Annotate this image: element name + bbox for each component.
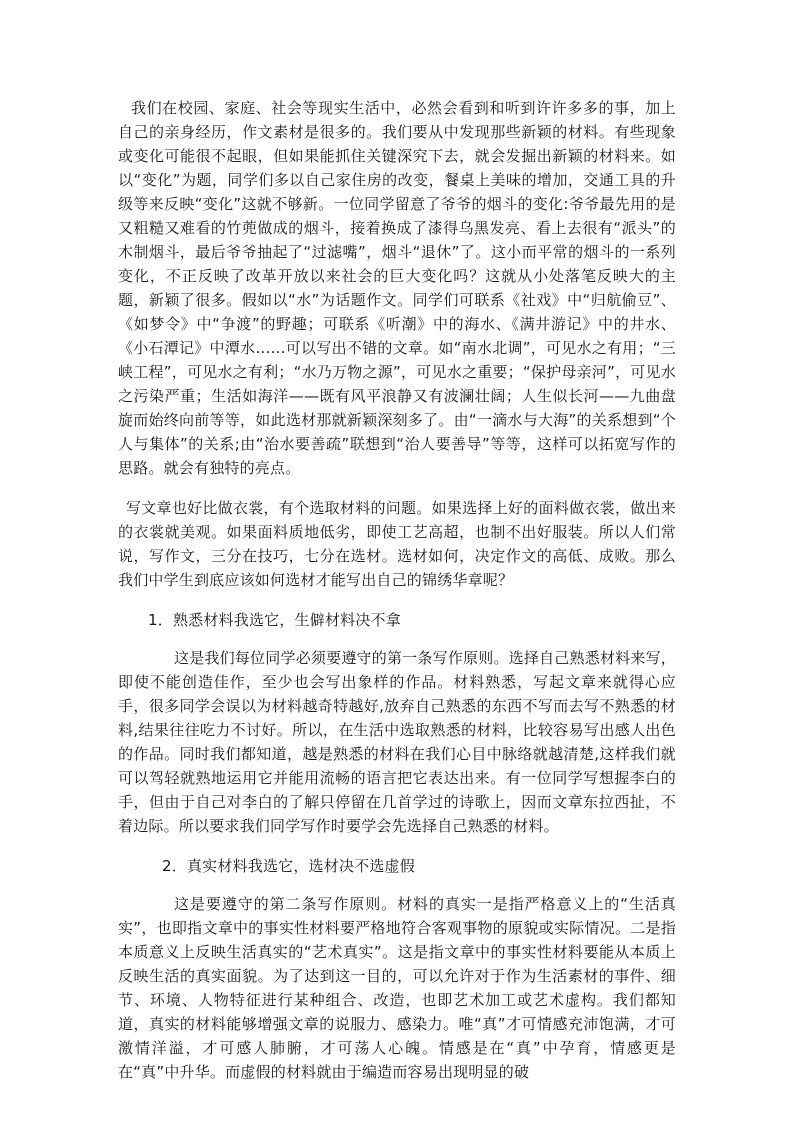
paragraph-find-new-materials: 我们在校园、家庭、社会等现实生活中，必然会看到和听到许许多多的事，加上自己的亲身经历，作文素材是很多的。我们要从中发现那些新颖的材料。有些现象或变化可能很不起眼，但如果能抓住关键深究下去，就会发掘出新颖的材料来。如以“变化”为题，同学们多以自己家住房的改变，餐桌上美味的增加，交通工具的升级等来反映“变化”这就不够新。一位同学留意了爷爷的烟斗的变化:爷爷最先用的是又粗糙又难看的竹蔸做成的烟斗，接着换成了漆得乌黑发亮、看上去很有“派头”的木制烟斗，最后爷爷抽起了“过滤嘴”，烟斗“退休”了。这小而平常的烟斗的一系列变化，不正反映了改革开放以来社会的巨大变化吗？这就从小处落笔反映大的主题，新颖了很多。假如以“水”为话题作文。同学们可联系《社戏》中“归航偷豆”、《如梦令》中“争渡”的野趣；可联系《听潮》中的海水、《满井游记》中的井水、《小石潭记》中潭水……可以写出不错的文章。如“南水北调”，可见水之有用；“三峡工程”，可见水之有利；“水乃万物之源”，可见水之重要；“保护母亲河”，可见水之污染严重；生活如海洋——既有风平浪静又有波澜壮阔；人生似长河——九曲盘旋而始终向前等等，如此选材那就新颖深刻多了。由“一滴水与大海”的关系想到“个人与集体”的关系;由“治水要善疏”联想到“治人要善导”等等，这样可以拓宽写作的思路。就会有独特的亮点。 [118, 99, 676, 477]
paragraph-clothing-analogy: 写文章也好比做衣裳，有个选取材料的问题。如果选择上好的面料做衣裳，做出来的衣裳就美观。如果面料质地低劣，即使工艺高超，也制不出好服装。所以人们常说，写作文，三分在技巧，七分在选材。选材如何，决定作文的高低、成败。那么我们中学生到底应该如何选材才能写出自己的锦绣华章呢？ [118, 499, 676, 589]
section-heading-familiar-materials: 1．熟悉材料我选它，生僻材料决不拿 [148, 611, 401, 629]
section-heading-true-materials: 2．真实材料我选它，选材决不选虚假 [162, 857, 415, 875]
document-page [118, 96, 676, 1084]
paragraph-second-principle: 这是要遵守的第二条写作原则。材料的真实一是指严格意义上的“生活真实”，也即指文章中的事实性材料要严格地符合客观事物的原貌或实际情况。二是指本质意义上反映生活真实的“艺术真实”。这是指文章中的事实性材料要能从本质上反映生活的真实面貌。为了达到这一目的，可以允许对于作为生活素材的事件、细节、环境、人物特征进行某种组合、改造，也即艺术加工或艺术虚构。我们都知道，真实的材料能够增强文章的说服力、感染力。唯“真”才可情感充沛饱满，才可激情洋溢，才可感人肺腑，才可荡人心魄。情感是在“真”中孕育，情感更是在“真”中升华。而虚假的材料就由于编造而容易出现明显的破 [118, 895, 676, 1081]
paragraph-first-principle: 这是我们每位同学必须要遵守的第一条写作原则。选择自己熟悉材料来写，即使不能创造佳作，至少也会写出象样的作品。材料熟悉，写起文章来就得心应手，很多同学会误以为材料越奇特越好,放弃自己熟悉的东西不写而去写不熟悉的材料,结果往往吃力不讨好。所以，在生活中选取熟悉的材料，比较容易写出感人出色的作品。同时我们都知道，越是熟悉的材料在我们心目中脉络就越清楚,这样我们就可以驾轻就熟地运用它并能用流畅的语言把它表达出来。有一位同学写想握李白的手，但由于自己对李白的了解只停留在几首学过的诗歌上，因而文章东拉西扯，不着边际。所以要求我们同学写作时要学会先选择自己熟悉的材料。 [118, 649, 676, 835]
